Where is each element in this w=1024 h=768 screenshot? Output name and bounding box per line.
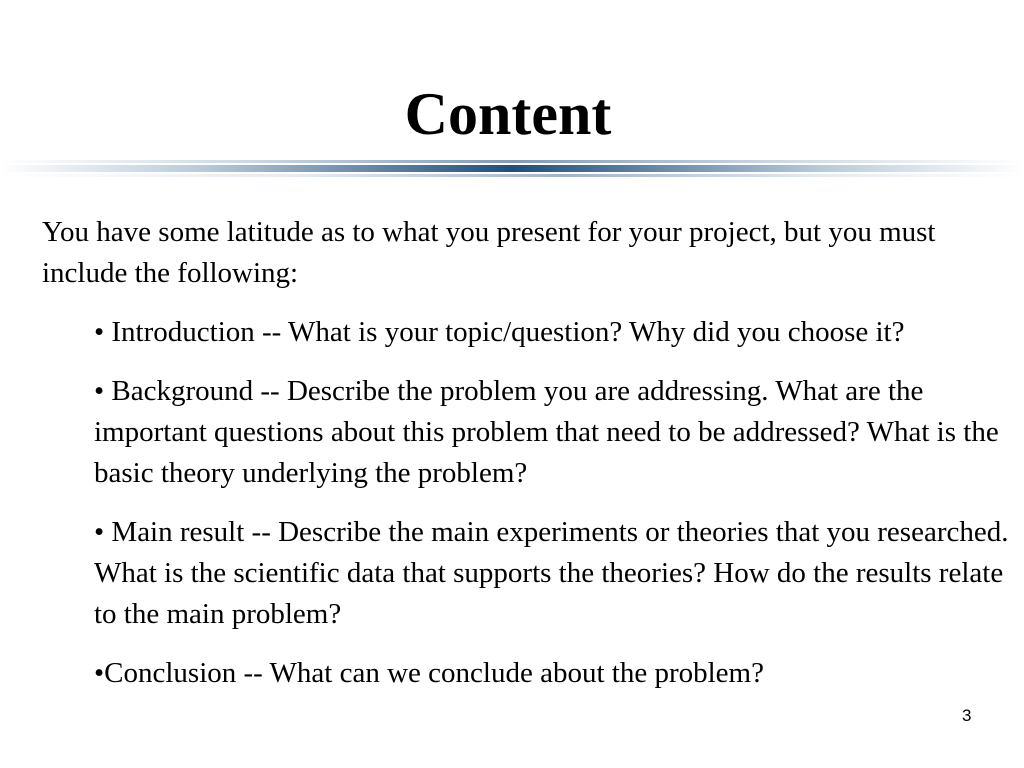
page-number: 3 xyxy=(962,706,972,725)
requirements-list xyxy=(42,312,1017,694)
bullet-background: • Background -- Describe the problem you are addressing. What are the important questions about this problem that need to be addressed? What is the basic theory underlying the problem? xyxy=(94,375,999,489)
slide-title: Content xyxy=(404,81,612,147)
bullet-conclusion: •Conclusion -- What can we conclude about the problem? xyxy=(94,657,764,689)
slide-body xyxy=(42,212,1017,712)
intro-paragraph: You have some latitude as to what you present for your project, but you must include the following: xyxy=(42,216,936,289)
title-divider xyxy=(0,158,1024,180)
bullet-introduction: • Introduction -- What is your topic/question? Why did you choose it? xyxy=(94,316,905,348)
bullet-main-result: • Main result -- Describe the main experiments or theories that you researched. What is the scientific data that supports the theories? How do the results relate to the main problem? xyxy=(94,516,1009,630)
